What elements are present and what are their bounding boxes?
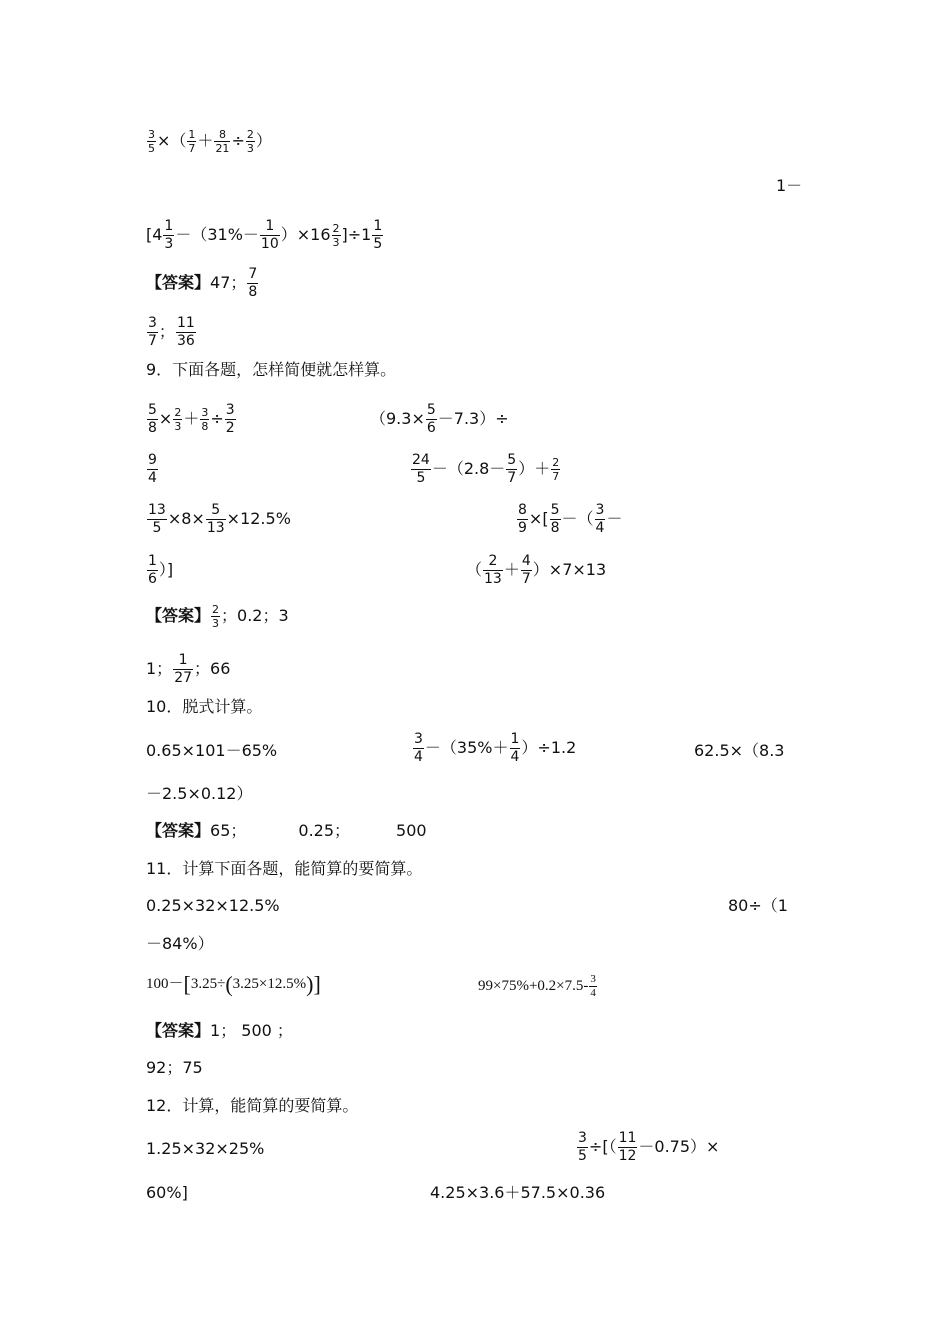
fraction: $\frac{3}{4}$ [590,973,596,999]
q9-expression-b-cont [146,452,159,487]
fraction: $\frac{2}{7}$ [552,456,560,483]
q9-expression-b: （9.3× $\frac{5}{6}$ －7.3）÷ [370,402,509,436]
fraction: $\frac{7}{8}$ [248,266,258,300]
q11-expression-d: 99×75%+0.2×7.5- $\frac{3}{4}$ [478,973,596,999]
q11-expression-b-cont: －84%） [146,934,214,953]
fraction: $\frac{4}{7}$ [521,553,531,587]
fraction: $\frac{2}{13}$ [484,553,502,587]
q9-title: 9．下面各题，怎样简便就怎样算。 [146,360,397,379]
fraction: $\frac{8}{21}$ [215,128,230,155]
q10-expression-c-cont: －2.5×0.12） [146,784,253,803]
fraction: $\frac{3}{5}$ [148,128,155,155]
q10-expression-b: $\frac{3}{4}$ －（35%＋ $\frac{1}{4}$ ）÷1.2 [414,731,577,765]
fraction: $\frac{3}{8}$ [201,406,209,433]
fraction: $\frac{3}{4}$ [595,502,605,536]
fraction: $\frac{1}{10}$ [260,218,279,252]
q11-expression-b: 80÷（1 [728,896,788,915]
q12-expression-b-cont: 60%] [146,1183,188,1202]
fraction: $\frac{8}{9}$ [518,502,527,536]
q11-expression-a: 0.25×32×12.5% [146,896,280,915]
fraction: $\frac{1}{3}$ [164,218,174,252]
q9-expression-f: （ $\frac{2}{13}$ ＋ $\frac{4}{7}$ ）×7×13 [466,553,607,587]
q11-title: 11．计算下面各题，能简算的要简算。 [146,859,423,878]
q9-expression-d: $\frac{13}{5}$ ×8× $\frac{5}{13}$ ×12.5% [148,502,291,536]
fraction: $\frac{1}{5}$ [373,218,383,252]
fraction: $\frac{5}{13}$ [206,502,225,536]
fraction: $\frac{24}{5}$ [412,452,430,486]
q8-answer: 【答案】47； $\frac{7}{8}$ [146,266,258,300]
q8-expression-1: $\frac{3}{5}$ ×（ $\frac{1}{7}$ ＋ $\frac{8}{21}$ ÷ $\frac{2}{3}$ ） [148,128,272,155]
q8-expression-2: [4 $\frac{1}{3}$ －（31%－ $\frac{1}{10}$ ）×16 $\frac{2}{3}$ ]÷1 $\frac{1}{5}$ [146,218,383,252]
q8-answer-2: $\frac{3}{7}$ ； $\frac{11}{36}$ [148,315,195,349]
fraction: $\frac{3}{5}$ [578,1130,587,1164]
q10-answer: 【答案】65； 0.25； 500 [146,821,427,840]
q10-expression-a: 0.65×101－65% [146,741,278,760]
q10-expression-c: 62.5×（8.3 [694,741,785,760]
fraction: $\frac{5}{8}$ [550,502,560,536]
fraction: $\frac{3}{4}$ [414,731,423,765]
q9-answer-2: 1； $\frac{1}{27}$ ；66 [146,652,231,686]
q12-expression-c: 4.25×3.6＋57.5×0.36 [430,1183,606,1202]
q12-title: 12．计算，能简算的要简算。 [146,1096,359,1115]
fraction: $\frac{1}{4}$ [510,731,520,765]
fraction: $\frac{11}{36}$ [176,315,195,349]
fraction: $\frac{1}{7}$ [188,128,196,155]
fraction: $\frac{1}{27}$ [174,652,193,686]
fraction: $\frac{3}{2}$ [225,402,235,436]
fraction: $\frac{1}{6}$ [148,553,157,587]
q11-expression-c: 100－[3.25÷(3.25×12.5%)] [146,971,321,997]
q12-expression-a: 1.25×32×25% [146,1139,265,1158]
fraction: $\frac{2}{3}$ [174,406,182,433]
fraction: $\frac{9}{4}$ [148,452,157,486]
q9-expression-e: $\frac{8}{9}$ ×[ $\frac{5}{8}$ －（ $\frac{3}{4}$ － [518,502,623,536]
q12-expression-b: $\frac{3}{5}$ ÷[（ $\frac{11}{12}$ －0.75）× [578,1130,720,1164]
q11-answer: 【答案】1； 500 ； [146,1021,293,1040]
q9-expression-a: $\frac{5}{8}$ × $\frac{2}{3}$ ＋ $\frac{3}{8}$ ÷ $\frac{3}{2}$ [148,402,235,436]
fraction: $\frac{5}{6}$ [426,402,436,436]
fraction: $\frac{13}{5}$ [148,502,166,536]
fraction: $\frac{3}{7}$ [148,315,157,349]
fraction: $\frac{11}{12}$ [618,1130,637,1164]
q10-title: 10．脱式计算。 [146,697,263,716]
fraction: $\frac{2}{3}$ [212,603,220,630]
fraction: $\frac{5}{7}$ [507,452,517,486]
q8-right-start: 1－ [776,176,803,195]
q9-expression-c: $\frac{24}{5}$ －（2.8－ $\frac{5}{7}$ ）＋ $\frac{2}{7}$ [412,452,560,486]
fraction: $\frac{2}{3}$ [246,128,254,155]
q9-answer: 【答案】 $\frac{2}{3}$ ；0.2；3 [146,603,289,630]
q9-expression-e-cont: $\frac{1}{6}$ ）] [148,553,174,587]
fraction: $\frac{5}{8}$ [148,402,157,436]
fraction: $\frac{2}{3}$ [332,222,340,249]
q11-answer-2: 92；75 [146,1058,203,1077]
